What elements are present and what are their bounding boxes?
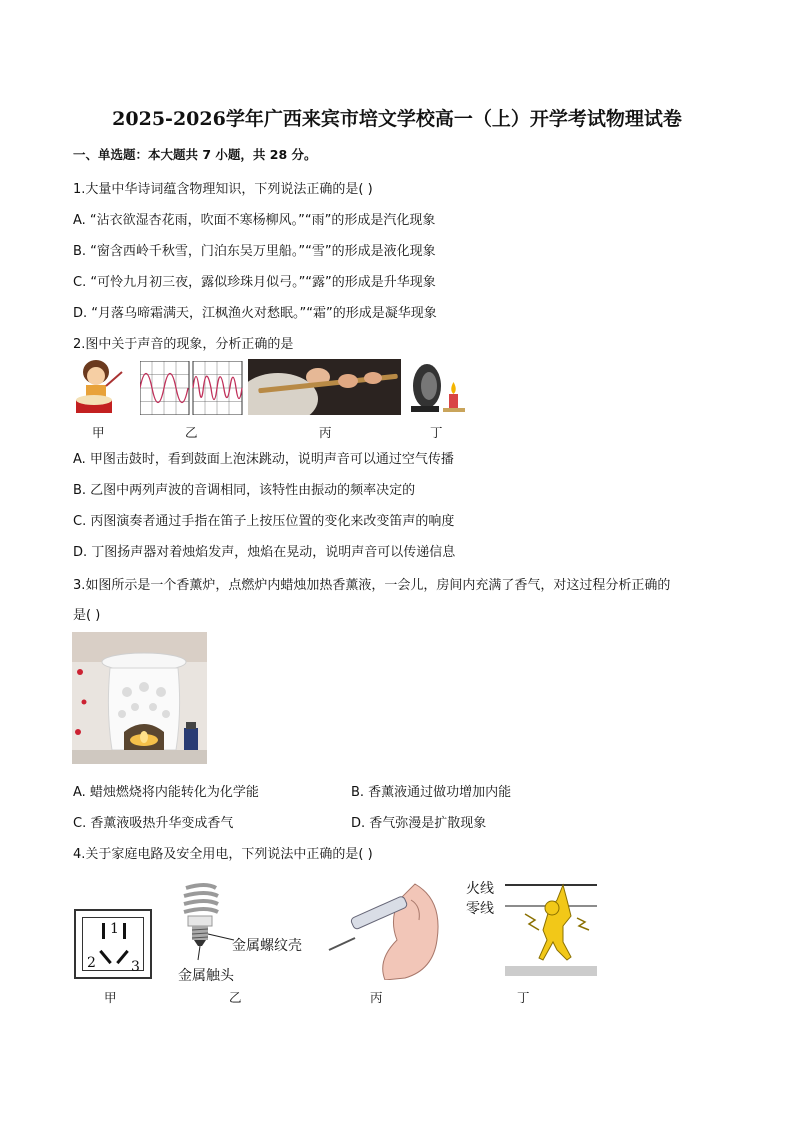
neutral-wire-label: 零线	[466, 901, 494, 917]
q4-label-yi: 乙	[229, 990, 242, 1005]
speaker-figure	[405, 360, 469, 416]
flute-figure	[248, 359, 401, 415]
q2-label-bing: 丙	[319, 425, 332, 440]
q3-option-c: C. 香薰液吸热升华变成香气	[73, 816, 234, 831]
bulb-tip-label: 金属触头	[178, 968, 234, 984]
q1-option-c: C. “可怜九月初三夜，露似珍珠月似弓。”“露”的形成是升华现象	[73, 275, 436, 290]
q3-option-b: B. 香薰液通过做功增加内能	[351, 785, 512, 800]
socket-pin-1: 1	[110, 921, 119, 937]
q4-stem: 4.关于家庭电路及安全用电，下列说法中正确的是( )	[73, 847, 373, 862]
q3-option-a: A. 蜡烛燃烧将内能转化为化学能	[73, 785, 259, 800]
socket-pin-2: 2	[87, 955, 96, 971]
bulb-shell-label: 金属螺纹壳	[232, 938, 302, 954]
page-title: 2025-2026学年广西来宾市培文学校高一（上）开学考试物理试卷	[112, 108, 682, 130]
socket-pin-3: 3	[131, 959, 140, 975]
q4-label-jia: 甲	[104, 990, 117, 1005]
bulb-figure	[176, 882, 236, 962]
q2-label-ding: 丁	[430, 425, 443, 440]
socket-figure	[74, 909, 152, 979]
electric-shock-figure	[505, 880, 597, 980]
q1-stem: 1.大量中华诗词蕴含物理知识，下列说法正确的是( )	[73, 182, 373, 197]
q2-label-yi: 乙	[185, 425, 198, 440]
q3-stem-line2: 是( )	[73, 608, 101, 623]
live-wire-label: 火线	[466, 881, 494, 897]
drum-figure	[72, 358, 134, 416]
q2-option-c: C. 丙图演奏者通过手指在笛子上按压位置的变化来改变笛声的响度	[73, 514, 455, 529]
test-pen-figure	[325, 880, 445, 980]
section-heading: 一、单选题：本大题共 7 小题，共 28 分。	[73, 147, 317, 162]
q3-stem-line1: 3.如图所示是一个香薰炉，点燃炉内蜡烛加热香薰液，一会儿，房间内充满了香气，对这过程分析正确的	[73, 578, 671, 593]
q2-stem: 2.图中关于声音的现象，分析正确的是	[73, 337, 294, 352]
q2-label-jia: 甲	[92, 425, 105, 440]
q2-option-a: A. 甲图击鼓时，看到鼓面上泡沫跳动，说明声音可以通过空气传播	[73, 452, 454, 467]
q3-option-d: D. 香气弥漫是扩散现象	[351, 816, 487, 831]
q1-option-a: A. “沾衣欲湿杏花雨，吹面不寒杨柳风。”“雨”的形成是汽化现象	[73, 213, 436, 228]
aroma-burner-figure	[72, 632, 207, 764]
q4-label-bing: 丙	[370, 990, 383, 1005]
q1-option-b: B. “窗含西岭千秋雪，门泊东吴万里船。”“雪”的形成是液化现象	[73, 244, 436, 259]
sound-wave-figure	[140, 361, 244, 415]
q2-option-b: B. 乙图中两列声波的音调相同，该特性由振动的频率决定的	[73, 483, 416, 498]
q2-option-d: D. 丁图扬声器对着烛焰发声，烛焰在晃动，说明声音可以传递信息	[73, 545, 456, 560]
q1-option-d: D. “月落乌啼霜满天，江枫渔火对愁眠。”“霜”的形成是凝华现象	[73, 306, 437, 321]
q4-label-ding: 丁	[517, 990, 530, 1005]
